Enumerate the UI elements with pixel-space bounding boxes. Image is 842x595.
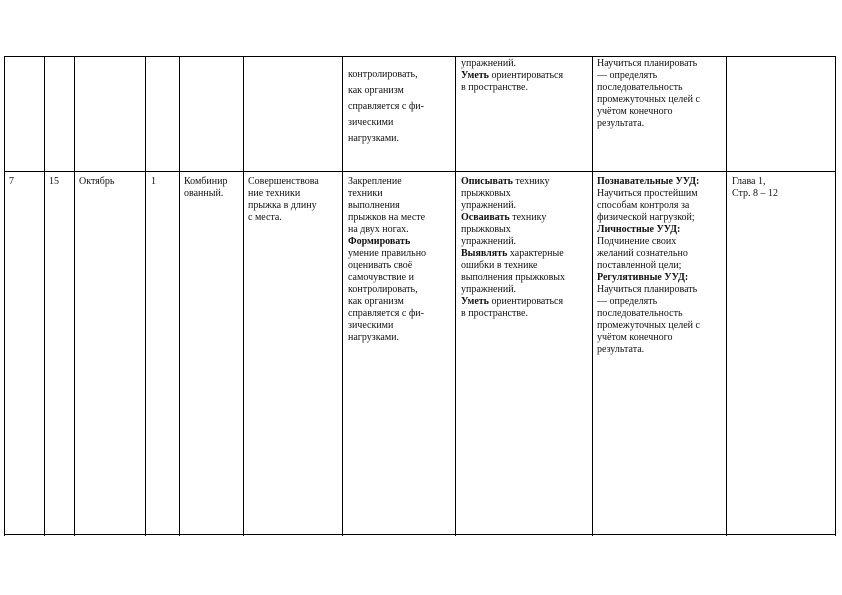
text-segment: ориентироваться — [488, 296, 564, 307]
cell-textbook-reference — [732, 176, 832, 200]
cell-text-line — [461, 82, 591, 94]
cell-text-line — [348, 296, 452, 308]
text-segment: технику — [509, 212, 547, 223]
cell-lesson-number: 15 — [49, 176, 59, 187]
table-top-border — [4, 56, 836, 57]
text-segment: упражнений. — [461, 236, 517, 247]
text-segment: промежуточных целей с — [597, 94, 700, 105]
row-divider — [4, 171, 836, 172]
column-border — [592, 56, 593, 536]
text-segment: как организм — [348, 296, 404, 307]
cell-text-line — [348, 320, 452, 332]
cell-text-line — [597, 344, 725, 356]
bold-term: Уметь — [461, 296, 489, 307]
lesson-plan-table — [4, 56, 836, 536]
text-segment: зическими — [348, 320, 394, 331]
cell-text-line — [348, 200, 452, 212]
cell-text-line — [461, 212, 591, 224]
cell-text-line — [597, 248, 725, 260]
text-segment: — определять — [597, 70, 658, 81]
cell-text-line — [597, 212, 725, 224]
text-segment: самочувствие и — [348, 272, 414, 283]
cell-text-line — [597, 82, 725, 94]
text-segment: последовательность — [597, 308, 683, 319]
cell-text-line — [597, 320, 725, 332]
cell-text-line — [348, 248, 452, 260]
cell-lesson-type — [184, 176, 242, 200]
column-border — [145, 56, 146, 536]
cell-text-line — [461, 188, 591, 200]
cell-text-line: Совершенствова — [248, 176, 319, 187]
bold-term: Регулятивные УУД: — [597, 272, 689, 283]
bold-term: Личностные УУД: — [597, 224, 681, 235]
column-border — [835, 56, 836, 536]
cell-text-line — [597, 284, 725, 296]
bold-term: Познавательные УУД: — [597, 176, 700, 187]
cell-text-line — [348, 212, 452, 224]
cell-tasks-continued — [348, 67, 452, 147]
column-border — [455, 56, 456, 536]
cell-text-line — [597, 188, 725, 200]
cell-text-line — [348, 332, 452, 344]
cell-text-line — [461, 176, 591, 188]
column-border — [179, 56, 180, 536]
text-segment: ошибки в технике — [461, 260, 538, 271]
cell-text-line — [597, 272, 725, 284]
cell-text-line — [597, 224, 725, 236]
column-border — [342, 56, 343, 536]
cell-text-line: Стр. 8 – 12 — [732, 188, 779, 199]
cell-text-line — [348, 176, 452, 188]
cell-text-line: зическими — [348, 117, 394, 128]
cell-text-line — [461, 296, 591, 308]
text-segment: желаний сознательно — [597, 248, 688, 259]
text-segment: Научиться планировать — [597, 58, 698, 69]
text-segment: ориентироваться — [488, 70, 564, 81]
cell-text-line — [597, 296, 725, 308]
table-bottom-border — [4, 534, 836, 535]
text-segment: упражнений. — [461, 58, 517, 69]
cell-text-line — [461, 284, 591, 296]
text-segment: промежуточных целей с — [597, 320, 700, 331]
cell-text-line: Комбинир — [184, 176, 228, 187]
cell-row-number: 7 — [9, 176, 14, 187]
cell-text-line — [348, 224, 452, 236]
cell-student-activity — [461, 176, 591, 320]
cell-text-line: справляется с фи- — [348, 101, 424, 112]
text-segment: Научиться простейшим — [597, 188, 698, 199]
cell-activity-continued — [461, 58, 591, 94]
cell-text-line — [461, 236, 591, 248]
cell-text-line — [597, 94, 725, 106]
cell-hours: 1 — [151, 176, 156, 187]
text-segment: Научиться планировать — [597, 284, 698, 295]
column-border — [243, 56, 244, 536]
cell-text-line — [597, 308, 725, 320]
cell-text-line — [597, 70, 725, 82]
text-segment: последовательность — [597, 82, 683, 93]
text-segment: умение правильно — [348, 248, 427, 259]
text-segment: упражнений. — [461, 200, 517, 211]
cell-text-line — [348, 260, 452, 272]
cell-text-line: прыжка в длину — [248, 200, 317, 211]
cell-text-line — [597, 236, 725, 248]
text-segment: прыжков на месте — [348, 212, 426, 223]
text-segment: в пространстве. — [461, 308, 528, 319]
text-segment: Подчинение своих — [597, 236, 677, 247]
cell-text-line: ние техники — [248, 188, 301, 199]
text-segment: прыжковых — [461, 224, 511, 235]
bold-term: Описывать — [461, 176, 513, 187]
column-border — [726, 56, 727, 536]
column-border — [74, 56, 75, 536]
text-segment: способам контроля за — [597, 200, 690, 211]
text-segment: оценивать своё — [348, 260, 413, 271]
cell-text-line — [348, 308, 452, 320]
bold-term: Выявлять — [461, 248, 508, 259]
cell-text-line — [597, 332, 725, 344]
cell-text-line: контролировать, — [348, 69, 418, 80]
cell-text-line — [461, 308, 591, 320]
cell-text-line — [597, 118, 725, 130]
text-segment: в пространстве. — [461, 82, 528, 93]
cell-text-line — [461, 200, 591, 212]
cell-text-line — [348, 284, 452, 296]
text-segment: учётом конечного — [597, 106, 673, 117]
text-segment: упражнений. — [461, 284, 517, 295]
column-border — [4, 56, 5, 536]
cell-text-line — [461, 248, 591, 260]
text-segment: техники — [348, 188, 383, 199]
text-segment: на двух ногах. — [348, 224, 409, 235]
cell-text-line — [348, 272, 452, 284]
cell-text-line — [348, 236, 452, 248]
cell-text-line — [597, 106, 725, 118]
cell-text-line — [461, 272, 591, 284]
cell-text-line — [348, 188, 452, 200]
text-segment: прыжковых — [461, 188, 511, 199]
cell-uud-continued — [597, 58, 725, 130]
cell-text-line — [597, 260, 725, 272]
text-segment: результата. — [597, 118, 645, 129]
bold-term: Осваивать — [461, 212, 510, 223]
cell-uud-results — [597, 176, 725, 356]
text-segment: контролировать, — [348, 284, 418, 295]
text-segment: нагрузками. — [348, 332, 400, 343]
cell-text-line — [461, 260, 591, 272]
text-segment: учётом конечного — [597, 332, 673, 343]
cell-text-line: как организм — [348, 85, 404, 96]
cell-text-line — [461, 224, 591, 236]
cell-month: Октябрь — [79, 176, 115, 187]
cell-text-line — [461, 70, 591, 82]
text-segment: Закрепление — [348, 176, 402, 187]
cell-text-line — [597, 58, 725, 70]
cell-text-line: Глава 1, — [732, 176, 766, 187]
text-segment: справляется с фи- — [348, 308, 424, 319]
text-segment: поставленной цели; — [597, 260, 682, 271]
cell-text-line: нагрузками. — [348, 133, 400, 144]
text-segment: физической нагрузкой; — [597, 212, 695, 223]
cell-text-line — [461, 58, 591, 70]
cell-text-line: с места. — [248, 212, 282, 223]
column-border — [44, 56, 45, 536]
text-segment: выполнения прыжковых — [461, 272, 566, 283]
text-segment: — определять — [597, 296, 658, 307]
cell-text-line — [597, 200, 725, 212]
text-segment: выполнения — [348, 200, 400, 211]
bold-term: Уметь — [461, 70, 489, 81]
cell-lesson-tasks — [348, 176, 452, 344]
cell-lesson-topic — [248, 176, 341, 224]
text-segment: характерные — [507, 248, 564, 259]
text-segment: технику — [512, 176, 550, 187]
cell-text-line — [597, 176, 725, 188]
bold-term: Формировать — [348, 236, 411, 247]
cell-text-line: ованный. — [184, 188, 224, 199]
text-segment: результата. — [597, 344, 645, 355]
